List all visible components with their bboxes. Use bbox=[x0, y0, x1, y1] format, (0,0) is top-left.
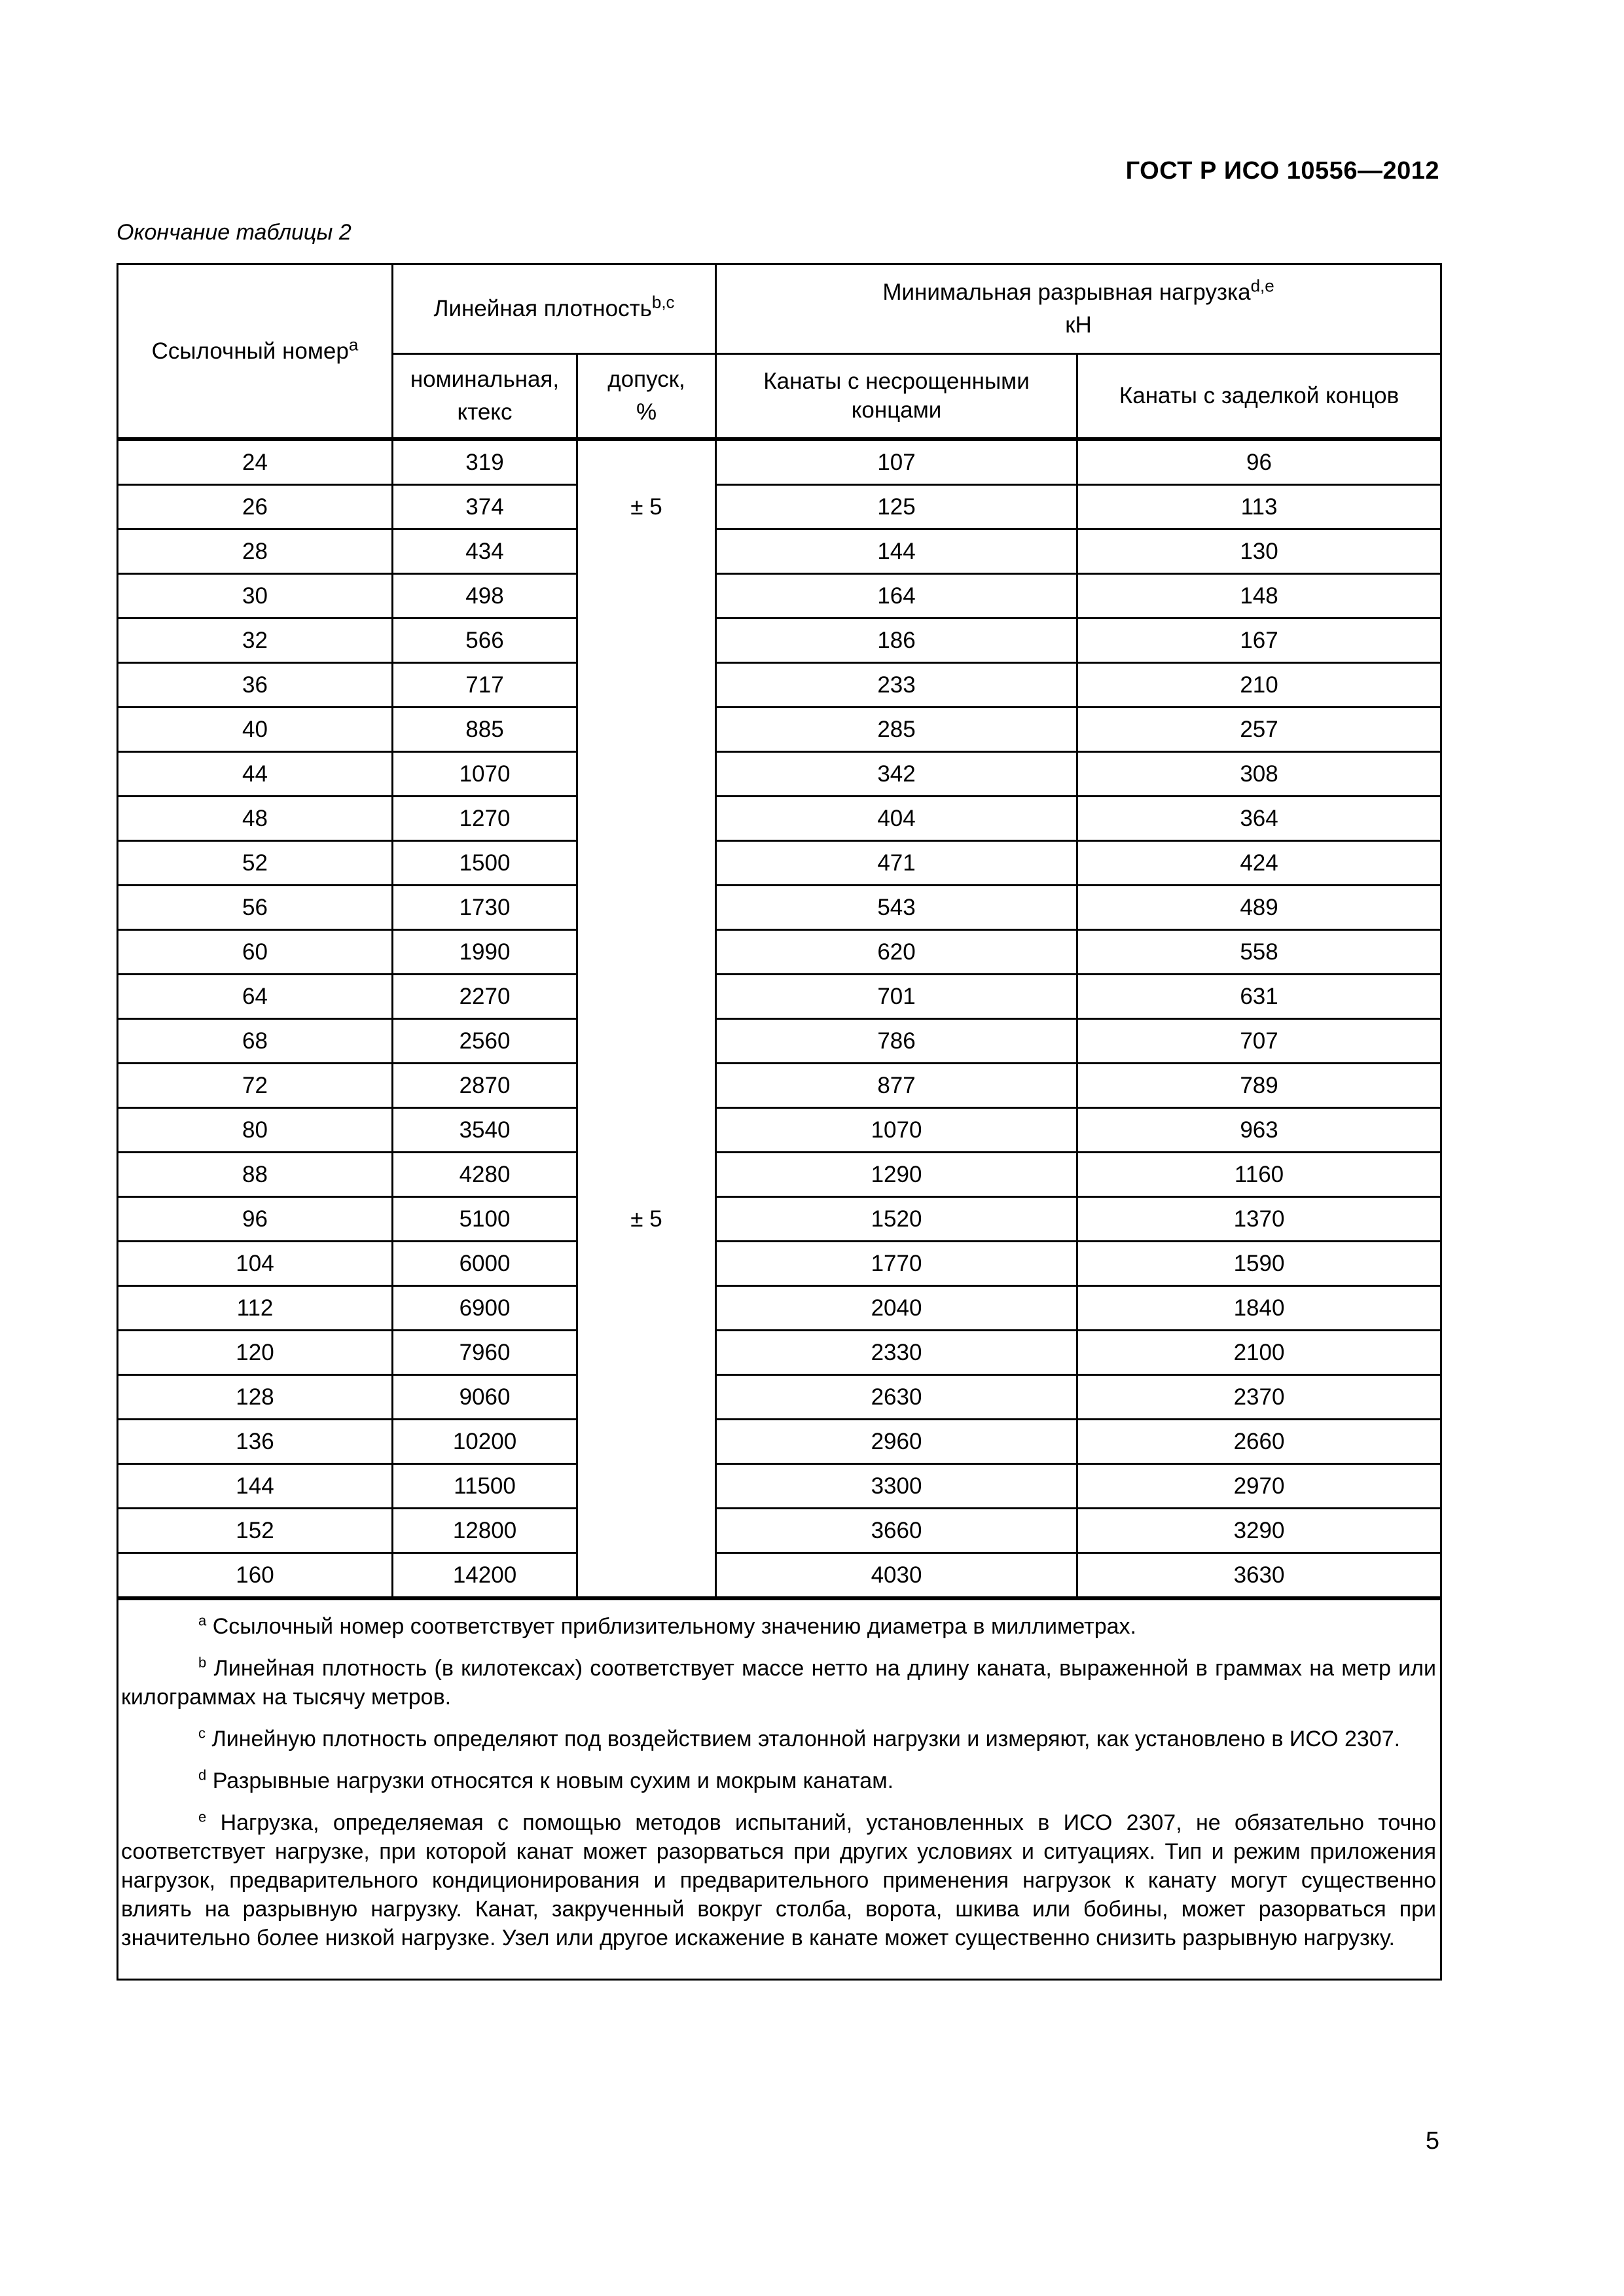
footnote-mark: a bbox=[198, 1612, 207, 1629]
cell-unspliced: 3660 bbox=[716, 1509, 1077, 1553]
cell-tolerance bbox=[577, 886, 716, 930]
cell-terminated: 2100 bbox=[1077, 1331, 1441, 1375]
cell-unspliced: 877 bbox=[716, 1064, 1077, 1108]
table-row bbox=[118, 1064, 1441, 1108]
cell-unspliced: 2960 bbox=[716, 1420, 1077, 1464]
cell-tolerance bbox=[577, 841, 716, 886]
cell-nominal: 7960 bbox=[393, 1331, 577, 1375]
cell-terminated: 96 bbox=[1077, 439, 1441, 485]
cell-tolerance bbox=[577, 708, 716, 752]
cell-terminated: 148 bbox=[1077, 574, 1441, 619]
cell-ref-number: 68 bbox=[118, 1019, 393, 1064]
cell-terminated: 1370 bbox=[1077, 1197, 1441, 1242]
table-row bbox=[118, 1242, 1441, 1286]
cell-unspliced: 144 bbox=[716, 529, 1077, 574]
table-row bbox=[118, 841, 1441, 886]
table-row bbox=[118, 797, 1441, 841]
header-ref-number: Ссылочный номер$^a$ bbox=[118, 264, 393, 440]
cell-terminated: 130 bbox=[1077, 529, 1441, 574]
cell-unspliced: 164 bbox=[716, 574, 1077, 619]
data-table bbox=[117, 263, 1442, 1981]
cell-nominal: 2560 bbox=[393, 1019, 577, 1064]
table-row bbox=[118, 1509, 1441, 1553]
cell-terminated: 489 bbox=[1077, 886, 1441, 930]
cell-tolerance bbox=[577, 574, 716, 619]
cell-terminated: 789 bbox=[1077, 1064, 1441, 1108]
cell-nominal: 717 bbox=[393, 663, 577, 708]
cell-ref-number: 48 bbox=[118, 797, 393, 841]
cell-terminated: 308 bbox=[1077, 752, 1441, 797]
cell-tolerance bbox=[577, 752, 716, 797]
cell-terminated: 113 bbox=[1077, 485, 1441, 529]
footnote-a bbox=[121, 1612, 1436, 1641]
table-row bbox=[118, 752, 1441, 797]
table-row bbox=[118, 1153, 1441, 1197]
cell-ref-number: 72 bbox=[118, 1064, 393, 1108]
cell-tolerance bbox=[577, 1331, 716, 1375]
document-code: ГОСТ Р ИСО 10556—2012 bbox=[1125, 157, 1439, 185]
cell-nominal: 5100 bbox=[393, 1197, 577, 1242]
cell-unspliced: 285 bbox=[716, 708, 1077, 752]
cell-ref-number: 136 bbox=[118, 1420, 393, 1464]
cell-terminated: 707 bbox=[1077, 1019, 1441, 1064]
table-row bbox=[118, 663, 1441, 708]
cell-nominal: 1070 bbox=[393, 752, 577, 797]
table-row bbox=[118, 1019, 1441, 1064]
cell-terminated: 963 bbox=[1077, 1108, 1441, 1153]
cell-ref-number: 80 bbox=[118, 1108, 393, 1153]
table-row bbox=[118, 975, 1441, 1019]
footnote-b bbox=[121, 1654, 1436, 1712]
cell-unspliced: 1290 bbox=[716, 1153, 1077, 1197]
cell-unspliced: 342 bbox=[716, 752, 1077, 797]
cell-nominal: 2870 bbox=[393, 1064, 577, 1108]
cell-nominal: 1730 bbox=[393, 886, 577, 930]
table-caption: Окончание таблицы 2 bbox=[117, 220, 352, 245]
cell-tolerance bbox=[577, 1108, 716, 1153]
cell-nominal: 498 bbox=[393, 574, 577, 619]
header-terminated: Канаты с заделкой концов bbox=[1077, 354, 1441, 440]
cell-ref-number: 28 bbox=[118, 529, 393, 574]
cell-ref-number: 88 bbox=[118, 1153, 393, 1197]
table-row bbox=[118, 485, 1441, 529]
footnote-mark: b bbox=[198, 1654, 207, 1671]
cell-ref-number: 144 bbox=[118, 1464, 393, 1509]
cell-nominal: 374 bbox=[393, 485, 577, 529]
cell-ref-number: 36 bbox=[118, 663, 393, 708]
cell-tolerance bbox=[577, 529, 716, 574]
cell-tolerance bbox=[577, 1464, 716, 1509]
cell-unspliced: 786 bbox=[716, 1019, 1077, 1064]
cell-nominal: 10200 bbox=[393, 1420, 577, 1464]
cell-ref-number: 40 bbox=[118, 708, 393, 752]
cell-tolerance bbox=[577, 1153, 716, 1197]
cell-ref-number: 26 bbox=[118, 485, 393, 529]
cell-tolerance bbox=[577, 1420, 716, 1464]
table-row bbox=[118, 529, 1441, 574]
cell-ref-number: 52 bbox=[118, 841, 393, 886]
footnote-text: Линейная плотность (в килотексах) соответствует массе нетто на длину каната, выраженной в граммах на метр или килограммах на тысячу метров. bbox=[121, 1656, 1437, 1710]
cell-unspliced: 2630 bbox=[716, 1375, 1077, 1420]
cell-terminated: 210 bbox=[1077, 663, 1441, 708]
cell-terminated: 424 bbox=[1077, 841, 1441, 886]
page-number: 5 bbox=[1425, 2127, 1439, 2155]
cell-ref-number: 44 bbox=[118, 752, 393, 797]
cell-terminated: 1160 bbox=[1077, 1153, 1441, 1197]
cell-ref-number: 64 bbox=[118, 975, 393, 1019]
table-row bbox=[118, 619, 1441, 663]
cell-ref-number: 96 bbox=[118, 1197, 393, 1242]
cell-tolerance bbox=[577, 930, 716, 975]
cell-unspliced: 543 bbox=[716, 886, 1077, 930]
table-row bbox=[118, 1286, 1441, 1331]
cell-nominal: 319 bbox=[393, 439, 577, 485]
header-nominal: номинальная, ктекс bbox=[393, 354, 577, 440]
cell-tolerance bbox=[577, 439, 716, 485]
cell-ref-number: 160 bbox=[118, 1553, 393, 1599]
cell-nominal: 6000 bbox=[393, 1242, 577, 1286]
cell-tolerance bbox=[577, 619, 716, 663]
cell-unspliced: 1770 bbox=[716, 1242, 1077, 1286]
table-row bbox=[118, 1197, 1441, 1242]
table-row bbox=[118, 708, 1441, 752]
cell-tolerance bbox=[577, 1242, 716, 1286]
cell-terminated: 3290 bbox=[1077, 1509, 1441, 1553]
cell-tolerance bbox=[577, 1509, 716, 1553]
cell-tolerance bbox=[577, 1064, 716, 1108]
header-tolerance: допуск, % bbox=[577, 354, 716, 440]
cell-tolerance bbox=[577, 797, 716, 841]
footnote-text: Нагрузка, определяемая с помощью методов испытаний, установленных в ИСО 2307, не обязательно точно соответствует нагрузке, при которой канат может разорваться при других условиях и ситуациях. Тип и режим приложения нагрузок, предварительного кондиционирования и предварительного применения нагрузок к канату могут существенно влиять на разрывную нагрузку. Канат, закрученный вокруг столба, ворота, шкива или бобины, может разорваться при значительно более низкой нагрузке. Узел или другое искажение в канате может существенно снизить разрывную нагрузку. bbox=[121, 1810, 1437, 1950]
table-row bbox=[118, 1375, 1441, 1420]
cell-nominal: 14200 bbox=[393, 1553, 577, 1599]
cell-nominal: 2270 bbox=[393, 975, 577, 1019]
table-row bbox=[118, 1420, 1441, 1464]
table-row bbox=[118, 1331, 1441, 1375]
cell-tolerance bbox=[577, 1286, 716, 1331]
cell-terminated: 364 bbox=[1077, 797, 1441, 841]
cell-nominal: 4280 bbox=[393, 1153, 577, 1197]
header-linear-density: Линейная плотность$^{b,c}$ bbox=[393, 264, 716, 354]
cell-unspliced: 620 bbox=[716, 930, 1077, 975]
cell-ref-number: 30 bbox=[118, 574, 393, 619]
footnote-d bbox=[121, 1767, 1436, 1795]
cell-ref-number: 112 bbox=[118, 1286, 393, 1331]
cell-tolerance bbox=[577, 1375, 716, 1420]
cell-unspliced: 701 bbox=[716, 975, 1077, 1019]
cell-nominal: 6900 bbox=[393, 1286, 577, 1331]
cell-unspliced: 2330 bbox=[716, 1331, 1077, 1375]
cell-terminated: 167 bbox=[1077, 619, 1441, 663]
cell-tolerance bbox=[577, 975, 716, 1019]
header-unspliced: Канаты с несрощенными концами bbox=[716, 354, 1077, 440]
cell-nominal: 1500 bbox=[393, 841, 577, 886]
cell-ref-number: 32 bbox=[118, 619, 393, 663]
cell-nominal: 1270 bbox=[393, 797, 577, 841]
cell-tolerance: ± 5 bbox=[577, 1197, 716, 1242]
footnote-mark: d bbox=[198, 1767, 207, 1784]
cell-ref-number: 120 bbox=[118, 1331, 393, 1375]
cell-tolerance: ± 5 bbox=[577, 485, 716, 529]
cell-terminated: 257 bbox=[1077, 708, 1441, 752]
table-row bbox=[118, 439, 1441, 485]
cell-terminated: 2970 bbox=[1077, 1464, 1441, 1509]
cell-unspliced: 1520 bbox=[716, 1197, 1077, 1242]
cell-ref-number: 128 bbox=[118, 1375, 393, 1420]
cell-nominal: 11500 bbox=[393, 1464, 577, 1509]
cell-unspliced: 1070 bbox=[716, 1108, 1077, 1153]
cell-unspliced: 471 bbox=[716, 841, 1077, 886]
cell-unspliced: 186 bbox=[716, 619, 1077, 663]
cell-nominal: 3540 bbox=[393, 1108, 577, 1153]
cell-nominal: 9060 bbox=[393, 1375, 577, 1420]
cell-terminated: 631 bbox=[1077, 975, 1441, 1019]
table-row bbox=[118, 1108, 1441, 1153]
cell-nominal: 885 bbox=[393, 708, 577, 752]
notes-row bbox=[118, 1598, 1441, 1980]
footnotes bbox=[118, 1598, 1441, 1980]
cell-nominal: 12800 bbox=[393, 1509, 577, 1553]
cell-terminated: 3630 bbox=[1077, 1553, 1441, 1599]
cell-tolerance bbox=[577, 663, 716, 708]
table-row bbox=[118, 930, 1441, 975]
footnote-c bbox=[121, 1725, 1436, 1753]
footnote-e bbox=[121, 1808, 1436, 1952]
cell-unspliced: 107 bbox=[716, 439, 1077, 485]
cell-unspliced: 4030 bbox=[716, 1553, 1077, 1599]
cell-nominal: 1990 bbox=[393, 930, 577, 975]
cell-tolerance bbox=[577, 1019, 716, 1064]
cell-terminated: 1590 bbox=[1077, 1242, 1441, 1286]
footnote-text: Разрывные нагрузки относятся к новым сухим и мокрым канатам. bbox=[212, 1768, 894, 1793]
footnote-text: Ссылочный номер соответствует приблизительному значению диаметра в миллиметрах. bbox=[212, 1614, 1136, 1639]
cell-nominal: 566 bbox=[393, 619, 577, 663]
table-row bbox=[118, 1553, 1441, 1599]
cell-unspliced: 404 bbox=[716, 797, 1077, 841]
cell-terminated: 2370 bbox=[1077, 1375, 1441, 1420]
cell-unspliced: 3300 bbox=[716, 1464, 1077, 1509]
footnote-mark: e bbox=[198, 1808, 207, 1825]
cell-unspliced: 125 bbox=[716, 485, 1077, 529]
cell-nominal: 434 bbox=[393, 529, 577, 574]
cell-terminated: 2660 bbox=[1077, 1420, 1441, 1464]
cell-terminated: 558 bbox=[1077, 930, 1441, 975]
header-min-breaking-load: Минимальная разрывная нагрузка$^{d,e}$ кН bbox=[716, 264, 1441, 354]
cell-ref-number: 60 bbox=[118, 930, 393, 975]
table-row bbox=[118, 1464, 1441, 1509]
table-row bbox=[118, 886, 1441, 930]
footnote-mark: c bbox=[198, 1725, 206, 1742]
table-row bbox=[118, 574, 1441, 619]
footnote-text: Линейную плотность определяют под воздействием эталонной нагрузки и измеряют, как установлено в ИСО 2307. bbox=[211, 1727, 1401, 1751]
table-body bbox=[118, 439, 1441, 1980]
cell-tolerance bbox=[577, 1553, 716, 1599]
cell-ref-number: 56 bbox=[118, 886, 393, 930]
cell-unspliced: 233 bbox=[716, 663, 1077, 708]
cell-ref-number: 104 bbox=[118, 1242, 393, 1286]
cell-unspliced: 2040 bbox=[716, 1286, 1077, 1331]
cell-ref-number: 152 bbox=[118, 1509, 393, 1553]
cell-ref-number: 24 bbox=[118, 439, 393, 485]
cell-terminated: 1840 bbox=[1077, 1286, 1441, 1331]
